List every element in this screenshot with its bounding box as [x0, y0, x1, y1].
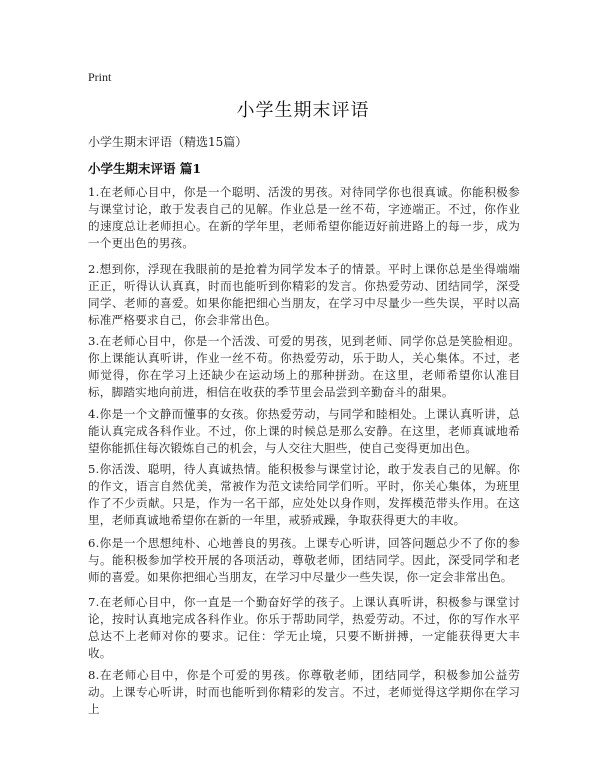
- comment-paragraph-1: 1.在老师心目中，你是一个聪明、活泼的男孩。对待同学你也很真诚。你能积极参与课堂讨论，敢于发表自己的见解。作业总是一丝不苟，字迹端正。不过，你作业的速度总让老师担心。在新的学年里，老师希望你能迈好前进路上的每一步，成为一个更出色的男孩。: [88, 185, 520, 250]
- document-subtitle: 小学生期末评语（精选15篇）: [88, 135, 248, 149]
- print-label: Print: [88, 70, 112, 84]
- comment-paragraph-8: 8.在老师心目中，你是个可爱的男孩。你尊敬老师，团结同学，积极参加公益劳动。上课专心听讲，时而也能听到你精彩的发言。不过，老师觉得这学期你在学习上: [88, 668, 520, 716]
- comment-paragraph-3: 3.在老师心目中，你是一个活泼、可爱的男孩，见到老师、同学你总是笑脸相迎。你上课能认真听讲，作业一丝不苟。你热爱劳动，乐于助人，关心集体。不过，老师觉得，你在学习上还缺少在运动场上的那种拼劲。在这里，老师希望你认准目标，脚踏实地向前进，相信在收获的季节里会品尝到辛勤奋斗的甜果。: [88, 334, 520, 399]
- section-heading: 小学生期末评语 篇1: [88, 161, 202, 176]
- comment-paragraph-5: 5.你活泼、聪明，待人真诚热情。能积极参与课堂讨论，敢于发表自己的见解。你的作文，语言自然优美，常被作为范文读给同学们听。平时，你关心集体，为班里作了不少贡献。只是，作为一名干部，应处处以身作则，发挥模范带头作用。在这里，老师真诚地希望你在新的一年里，戒骄戒躁，争取获得更大的丰收。: [88, 462, 520, 527]
- comment-paragraph-6: 6.你是一个思想纯朴、心地善良的男孩。上课专心听讲，回答问题总少不了你的参与。能积极参加学校开展的各项活动，尊敬老师，团结同学。因此，深受同学和老师的喜爱。如果你把细心当朋友，在学习中尽量少一些失误，你一定会非常出色。: [88, 536, 520, 584]
- document-title: 小学生期末评语: [236, 100, 370, 121]
- comment-paragraph-7: 7.在老师心目中，你一直是一个勤奋好学的孩子。上课认真听讲，积极参与课堂讨论，按时认真地完成各科作业。你乐于帮助同学，热爱劳动。不过，你的写作水平总达不上老师对你的要求。记住：学无止境，只要不断拼搏，一定能获得更大丰收。: [88, 595, 520, 660]
- comment-paragraph-2: 2.想到你，浮现在我眼前的是抢着为同学发本子的情景。平时上课你总是坐得端端正正，听得认认真真，时而也能听到你精彩的发言。你热爱劳动、团结同学，深受同学、老师的喜爱。如果你能把细心当朋友，在学习中尽量少一些失误，平时以高标准严格要求自己，你会非常出色。: [88, 262, 520, 327]
- comment-paragraph-4: 4.你是一个文静而懂事的女孩。你热爱劳动，与同学和睦相处。上课认真听讲，总能认真完成各科作业。不过，你上课的时候总是那么安静。在这里，老师真诚地希望你能抓住每次锻炼自己的机会，与人交往大胆些，使自己变得更加出色。: [88, 407, 520, 455]
